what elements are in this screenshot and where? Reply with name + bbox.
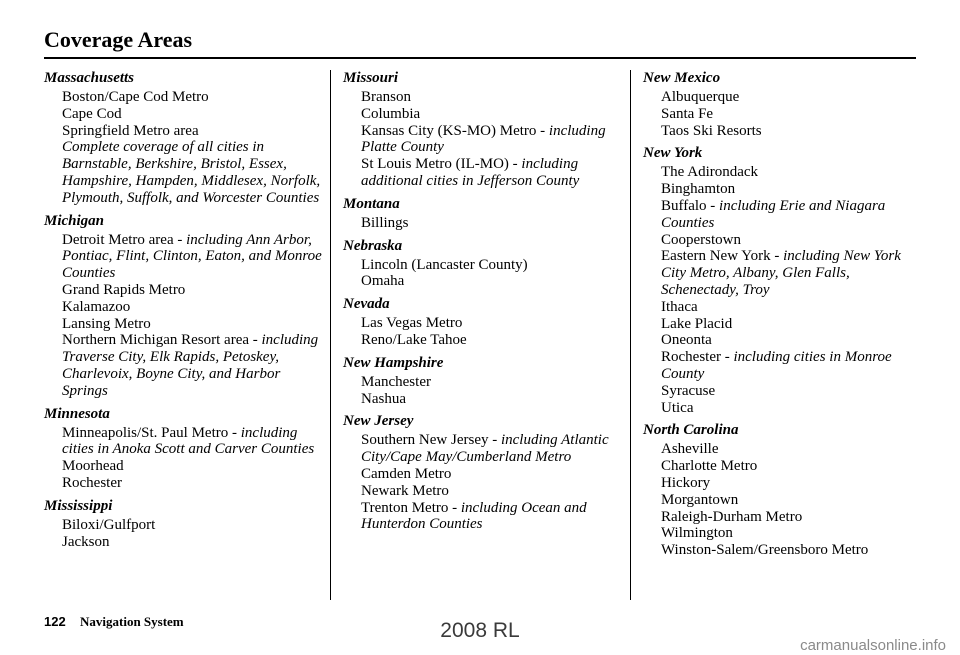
entry-text: Cooperstown bbox=[661, 231, 741, 248]
page-number: 122 bbox=[44, 614, 66, 629]
state-name: North Carolina bbox=[643, 422, 739, 439]
coverage-entry bbox=[361, 106, 623, 123]
page-title: Coverage Areas bbox=[44, 27, 193, 52]
coverage-entry bbox=[62, 425, 324, 459]
coverage-list bbox=[643, 441, 923, 559]
entry-text: Springfield Metro area bbox=[62, 122, 199, 139]
entry-text: Wilmington bbox=[661, 525, 733, 542]
entry-text: Binghamton bbox=[661, 181, 736, 198]
coverage-column-2 bbox=[343, 70, 623, 533]
coverage-list bbox=[343, 432, 623, 533]
entry-description: including cities in Anoka Scott and Carver Counties bbox=[62, 424, 315, 458]
entry-description: including cities in Monroe County bbox=[661, 349, 892, 382]
state-name: Missouri bbox=[343, 70, 399, 86]
coverage-list bbox=[343, 315, 623, 349]
coverage-entry bbox=[62, 534, 324, 551]
column-divider bbox=[630, 70, 631, 600]
coverage-entry bbox=[661, 164, 923, 181]
coverage-entry bbox=[361, 156, 623, 190]
coverage-list bbox=[643, 164, 923, 416]
state-section bbox=[343, 413, 623, 533]
entry-text: Charlotte Metro bbox=[661, 458, 758, 475]
entry-text: Syracuse bbox=[661, 382, 716, 399]
entry-text: Northern Michigan Resort area - bbox=[62, 332, 262, 349]
entry-text: Newark Metro bbox=[361, 482, 449, 499]
state-name: Nevada bbox=[343, 296, 390, 313]
coverage-column-1 bbox=[44, 70, 324, 550]
entry-description: including additional cities in Jefferson County bbox=[361, 156, 580, 189]
state-name: Michigan bbox=[44, 212, 105, 229]
coverage-entry bbox=[361, 123, 623, 157]
coverage-entry bbox=[62, 106, 324, 123]
state-section bbox=[343, 296, 623, 349]
entry-text: Cape Cod bbox=[62, 105, 122, 122]
entry-text: Manchester bbox=[361, 373, 431, 390]
entry-text: Kansas City (KS-MO) Metro - bbox=[361, 122, 549, 139]
coverage-entry bbox=[661, 509, 923, 526]
entry-text: Morgantown bbox=[661, 491, 739, 508]
entry-text: Billings bbox=[361, 214, 409, 231]
state-section bbox=[343, 238, 623, 291]
entry-text: Southern New Jersey - bbox=[361, 432, 501, 449]
entry-text: Rochester bbox=[62, 474, 122, 491]
coverage-entry bbox=[661, 441, 923, 458]
coverage-entry bbox=[62, 458, 324, 475]
entry-text: Raleigh-Durham Metro bbox=[661, 508, 803, 525]
coverage-list bbox=[44, 517, 324, 551]
coverage-entry bbox=[62, 232, 324, 282]
model-label: 2008 RL bbox=[440, 619, 520, 642]
coverage-entry bbox=[361, 257, 623, 274]
coverage-column-3 bbox=[643, 70, 923, 559]
state-section bbox=[643, 422, 923, 559]
state-section bbox=[44, 406, 324, 492]
coverage-list bbox=[343, 257, 623, 291]
coverage-entry bbox=[661, 542, 923, 559]
coverage-list bbox=[343, 89, 623, 190]
entry-description: Complete coverage of all cities in Barnstable, Berkshire, Bristol, Essex, Hampshire, Hampden, Middlesex, Norfolk, Plymouth, Suffolk, and Worcester Counties bbox=[62, 139, 321, 206]
coverage-entry bbox=[361, 500, 623, 534]
entry-text: Lansing Metro bbox=[62, 315, 151, 332]
entry-text: Las Vegas Metro bbox=[361, 315, 463, 332]
entry-text: Hickory bbox=[661, 474, 711, 491]
state-name: Minnesota bbox=[44, 405, 110, 422]
entry-text: Lincoln (Lancaster County) bbox=[361, 256, 528, 273]
entry-text: Kalamazoo bbox=[62, 298, 131, 315]
entry-text: Branson bbox=[361, 89, 411, 105]
coverage-entry bbox=[62, 123, 324, 140]
coverage-entry bbox=[361, 466, 623, 483]
entry-text: Santa Fe bbox=[661, 105, 714, 122]
title-rule bbox=[44, 57, 916, 59]
state-name: New Mexico bbox=[643, 70, 721, 86]
coverage-entry bbox=[661, 299, 923, 316]
coverage-entry bbox=[361, 89, 623, 106]
entry-description: including Platte County bbox=[361, 122, 606, 156]
state-name: Montana bbox=[343, 195, 400, 212]
entry-text: Oneonta bbox=[661, 332, 712, 349]
coverage-entry bbox=[361, 273, 623, 290]
entry-text: Reno/Lake Tahoe bbox=[361, 331, 467, 348]
state-section bbox=[643, 70, 923, 139]
coverage-entry bbox=[661, 383, 923, 400]
coverage-entry bbox=[62, 299, 324, 316]
coverage-entry bbox=[661, 232, 923, 249]
entry-text: Camden Metro bbox=[361, 465, 452, 482]
coverage-entry bbox=[661, 349, 923, 383]
entry-description: including Ocean and Hunterdon Counties bbox=[361, 499, 587, 533]
state-name: Mississippi bbox=[44, 497, 113, 514]
coverage-entry bbox=[361, 483, 623, 500]
coverage-entry bbox=[661, 123, 923, 140]
state-section bbox=[343, 70, 623, 190]
entry-description: including Ann Arbor, Pontiac, Flint, Clinton, Eaton, and Monroe Counties bbox=[62, 231, 322, 282]
coverage-entry bbox=[361, 432, 623, 466]
coverage-entry bbox=[62, 475, 324, 492]
entry-text: Ithaca bbox=[661, 298, 698, 315]
coverage-entry bbox=[661, 248, 923, 298]
entry-description: including Atlantic City/Cape May/Cumberland Metro bbox=[361, 432, 609, 466]
coverage-list bbox=[44, 89, 324, 207]
column-divider bbox=[330, 70, 331, 600]
entry-text: St Louis Metro (IL-MO) - bbox=[361, 156, 522, 173]
state-name: New Hampshire bbox=[343, 354, 444, 371]
coverage-entry bbox=[361, 332, 623, 349]
entry-description: including New York City Metro, Albany, Glen Falls, Schenectady, Troy bbox=[661, 248, 901, 298]
coverage-entry bbox=[361, 315, 623, 332]
coverage-list bbox=[643, 89, 923, 139]
section-name: Navigation System bbox=[80, 614, 184, 629]
watermark: carmanualsonline.info bbox=[800, 637, 946, 654]
entry-text: Eastern New York - bbox=[661, 248, 784, 265]
coverage-entry bbox=[661, 400, 923, 417]
entry-description: including Erie and Niagara Counties bbox=[661, 197, 886, 231]
state-name: New Jersey bbox=[343, 413, 414, 430]
coverage-entry bbox=[661, 492, 923, 509]
entry-text: Buffalo - bbox=[661, 197, 720, 214]
coverage-entry bbox=[62, 517, 324, 534]
coverage-entry bbox=[661, 181, 923, 198]
coverage-list bbox=[44, 425, 324, 492]
coverage-entry bbox=[661, 198, 923, 232]
state-name: Nebraska bbox=[343, 237, 403, 254]
coverage-entry bbox=[361, 391, 623, 408]
entry-text: Omaha bbox=[361, 273, 405, 290]
entry-text: Asheville bbox=[661, 441, 719, 458]
coverage-entry bbox=[661, 89, 923, 106]
coverage-entry bbox=[661, 458, 923, 475]
entry-text: The Adirondack bbox=[661, 164, 759, 181]
coverage-list bbox=[343, 374, 623, 408]
entry-text: Rochester - bbox=[661, 349, 734, 366]
entry-text: Moorhead bbox=[62, 458, 124, 475]
coverage-entry bbox=[661, 316, 923, 333]
coverage-list bbox=[44, 232, 324, 400]
state-section bbox=[44, 213, 324, 400]
coverage-entry bbox=[62, 332, 324, 399]
coverage-entry bbox=[62, 89, 324, 106]
entry-text: Winston-Salem/Greensboro Metro bbox=[661, 542, 869, 559]
coverage-entry bbox=[62, 282, 324, 299]
entry-text: Utica bbox=[661, 399, 694, 416]
entry-text: Taos Ski Resorts bbox=[661, 122, 762, 139]
state-section bbox=[643, 145, 923, 416]
entry-text: Lake Placid bbox=[661, 315, 733, 332]
entry-text: Grand Rapids Metro bbox=[62, 281, 186, 298]
entry-text: Nashua bbox=[361, 390, 406, 407]
entry-text: Minneapolis/St. Paul Metro - bbox=[62, 424, 241, 441]
coverage-entry bbox=[62, 139, 324, 206]
coverage-entry bbox=[661, 475, 923, 492]
coverage-entry bbox=[661, 106, 923, 123]
state-section bbox=[343, 355, 623, 408]
entry-text: Biloxi/Gulfport bbox=[62, 516, 156, 533]
entry-text: Columbia bbox=[361, 105, 421, 122]
coverage-list bbox=[343, 215, 623, 232]
entry-description: including Traverse City, Elk Rapids, Petoskey, Charlevoix, Boyne City, and Harbor Springs bbox=[62, 332, 319, 399]
entry-text: Boston/Cape Cod Metro bbox=[62, 89, 209, 105]
state-section bbox=[44, 498, 324, 551]
state-name: Massachusetts bbox=[44, 70, 135, 86]
coverage-entry bbox=[361, 374, 623, 391]
entry-text: Trenton Metro - bbox=[361, 499, 461, 516]
entry-text: Albuquerque bbox=[661, 89, 740, 105]
coverage-entry bbox=[62, 316, 324, 333]
coverage-entry bbox=[361, 215, 623, 232]
entry-text: Detroit Metro area - bbox=[62, 231, 187, 248]
coverage-entry bbox=[661, 332, 923, 349]
state-name: New York bbox=[643, 145, 703, 162]
entry-text: Jackson bbox=[62, 533, 110, 550]
coverage-entry bbox=[661, 525, 923, 542]
state-section bbox=[44, 70, 324, 207]
state-section bbox=[343, 196, 623, 232]
